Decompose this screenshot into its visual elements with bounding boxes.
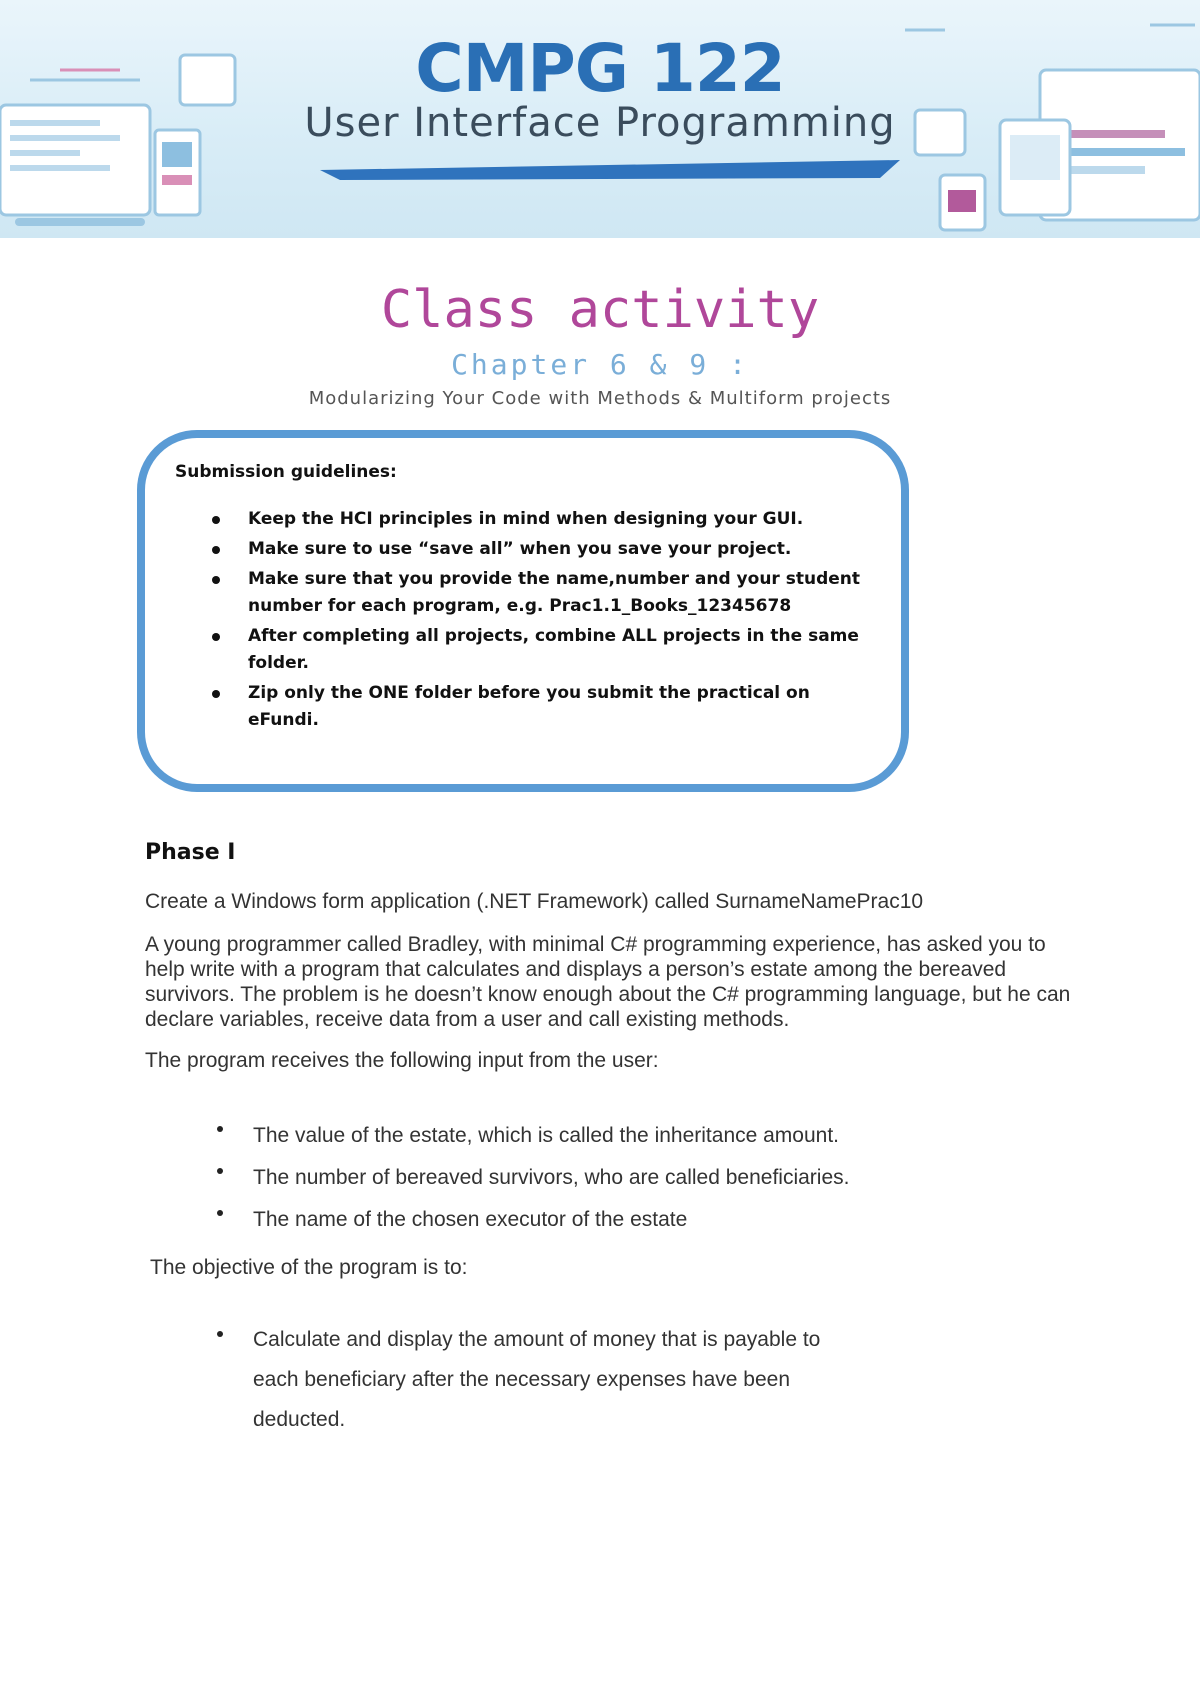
course-name: User Interface Programming <box>304 100 896 146</box>
chapter-subtitle: Modularizing Your Code with Methods & Multiform projects <box>308 388 892 409</box>
phase-description: A young programmer called Bradley, with minimal C# programming experience, has asked you to help write with a program that calculates and displays a person’s estate among the bereaved survivors. The problem is he doesn’t know enough about the C# programming language, but he can declare variables, receive data from a user and call existing methods. <box>145 933 1071 1031</box>
chapter-heading: Chapter 6 & 9 : <box>451 348 749 381</box>
guideline-item: Make sure to use “save all” when you save your project. <box>205 536 865 563</box>
objective-list <box>215 1320 835 1440</box>
input-intro: The program receives the following input from the user: <box>145 1049 659 1072</box>
guidelines-list <box>205 506 865 737</box>
list-item: The name of the chosen executor of the estate <box>215 1199 849 1241</box>
input-list <box>215 1115 849 1241</box>
phase-intro: Create a Windows form application (.NET Framework) called SurnameNamePrac10 <box>145 890 924 913</box>
guideline-item: Keep the HCI principles in mind when designing your GUI. <box>205 506 865 533</box>
guidelines-title: Submission guidelines: <box>175 462 397 482</box>
guideline-item: Zip only the ONE folder before you submit the practical on eFundi. <box>205 680 865 734</box>
guideline-item: Make sure that you provide the name,number and your student number for each program, e.g. Prac1.1_Books_12345678 <box>205 566 865 620</box>
course-code: CMPG 122 <box>415 30 785 107</box>
page-title: Class activity <box>380 280 820 340</box>
list-item: The number of bereaved survivors, who are called beneficiaries. <box>215 1157 849 1199</box>
guideline-item: After completing all projects, combine ALL projects in the same folder. <box>205 623 865 677</box>
phase-heading: Phase I <box>145 840 236 865</box>
course-banner <box>0 0 1200 238</box>
list-item: Calculate and display the amount of money that is payable to each beneficiary after the necessary expenses have been deducted. <box>215 1320 835 1440</box>
list-item: The value of the estate, which is called the inheritance amount. <box>215 1115 849 1157</box>
objective-intro: The objective of the program is to: <box>150 1256 468 1279</box>
